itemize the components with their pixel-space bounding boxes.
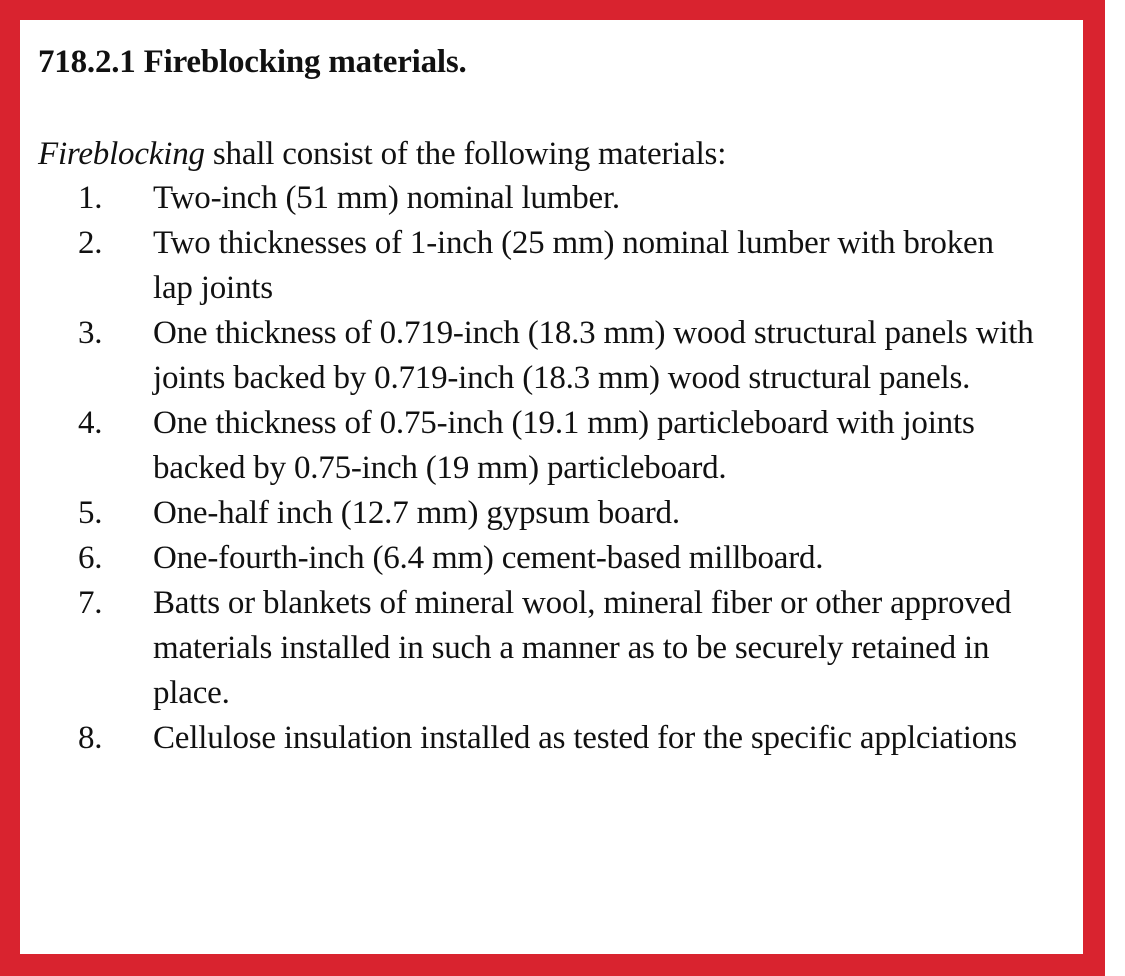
list-item [38, 401, 1038, 491]
list-item [38, 536, 1038, 581]
list-item [38, 716, 1038, 761]
intro-term: Fireblocking [38, 136, 205, 172]
list-item-number: 6. [78, 540, 103, 576]
materials-list [38, 176, 1038, 761]
section-title: 718.2.1 Fireblocking materials. [38, 44, 467, 80]
list-item-number: 4. [78, 405, 103, 441]
list-item-text: One-fourth-inch (6.4 mm) cement-based millboard. [153, 540, 824, 576]
list-item [38, 221, 1038, 311]
list-item [38, 311, 1038, 401]
intro-text: shall consist of the following materials: [204, 136, 727, 172]
list-item-number: 1. [78, 180, 103, 216]
list-item-text: Two-inch (51 mm) nominal lumber. [153, 180, 620, 216]
list-item-number: 8. [78, 720, 103, 756]
list-item-text: Batts or blankets of mineral wool, mineral fiber or other approved materials installed in such a manner as to be securely retained in place. [153, 585, 1012, 711]
list-item-text: One thickness of 0.719-inch (18.3 mm) wood structural panels with joints backed by 0.719-inch (18.3 mm) wood structural panels. [153, 315, 1034, 396]
list-item [38, 176, 1038, 221]
list-item [38, 581, 1038, 716]
list-item-text: One-half inch (12.7 mm) gypsum board. [153, 495, 680, 531]
list-item-number: 7. [78, 585, 103, 621]
list-item [38, 491, 1038, 536]
list-item-number: 5. [78, 495, 103, 531]
list-item-number: 2. [78, 225, 103, 261]
list-item-number: 3. [78, 315, 103, 351]
list-item-text: Cellulose insulation installed as tested for the specific applciations [153, 720, 1017, 756]
list-item-text: One thickness of 0.75-inch (19.1 mm) particleboard with joints backed by 0.75-inch (19 mm) particleboard. [153, 405, 975, 486]
list-item-text: Two thicknesses of 1-inch (25 mm) nominal lumber with broken lap joints [153, 225, 994, 306]
document-content [38, 40, 1038, 761]
intro-paragraph [38, 132, 1038, 176]
